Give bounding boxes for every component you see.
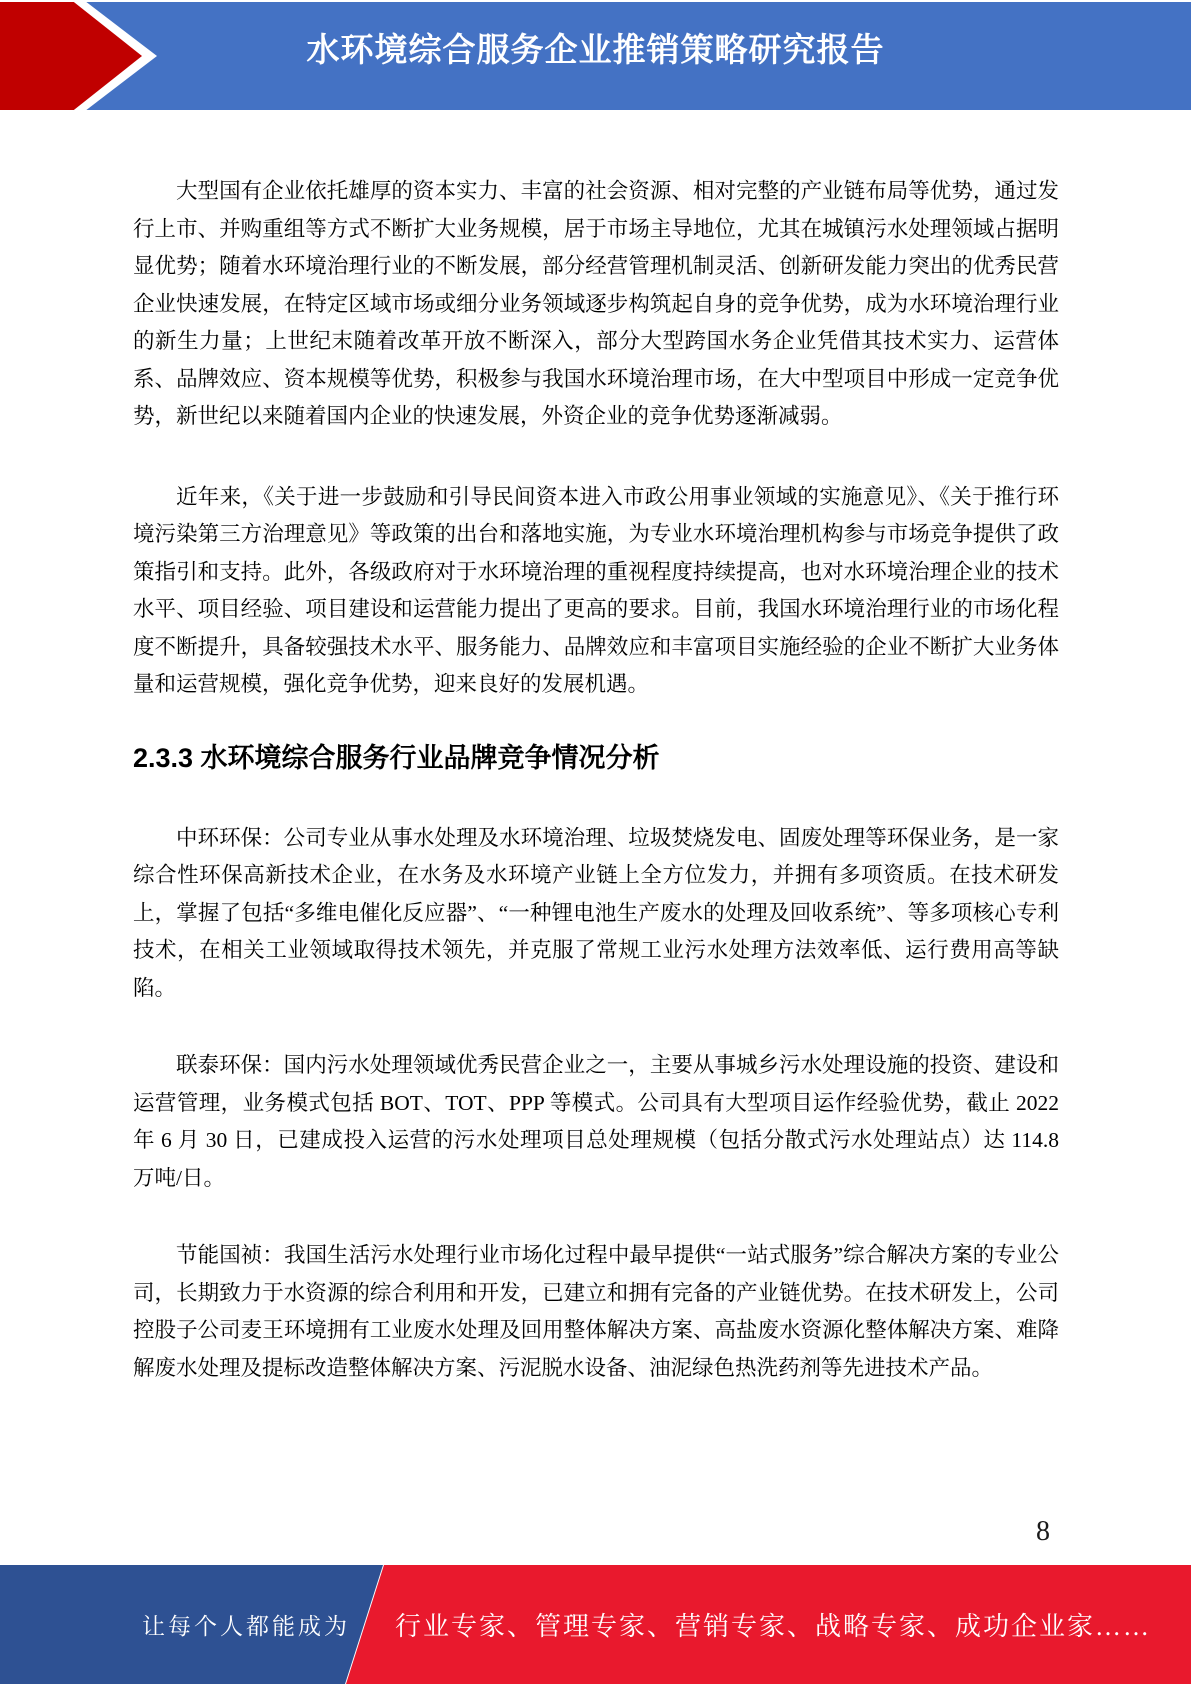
report-title: 水环境综合服务企业推销策略研究报告 xyxy=(306,30,885,68)
page-footer xyxy=(0,1565,1191,1684)
brand-paragraph-zhonghuan: 中环环保：公司专业从事水处理及水环境治理、垃圾焚烧发电、固废处理等环保业务，是一家综合性环保高新技术企业，在水务及水环境产业链上全方位发力，并拥有多项资质。在技术研发上，掌握了包括“多维电催化反应器”、“一种锂电池生产废水的处理及回收系统”、等多项核心专利技术，在相关工业领域取得技术领先，并克服了常规工业污水处理方法效率低、运行费用高等缺陷。 xyxy=(133,825,1059,1000)
brand-paragraph-jieneng: 节能国祯：我国生活污水处理行业市场化过程中最早提供“一站式服务”综合解决方案的专业公司，长期致力于水资源的综合利用和开发，已建立和拥有完备的产业链优势。在技术研发上，公司控股子公司麦王环境拥有工业废水处理及回用整体解决方案、高盐废水资源化整体解决方案、难降解废水处理及提标改造整体解决方案、污泥脱水设备、油泥绿色热洗药剂等先进技术产品。 xyxy=(133,1243,1059,1380)
section-heading: 2.3.3 水环境综合服务行业品牌竞争情况分析 xyxy=(133,742,660,773)
footer-slogan-left: 让每个人都能成为 xyxy=(142,1614,350,1639)
page-body xyxy=(133,0,1059,1387)
footer-slogan-right: 行业专家、管理专家、营销专家、战略专家、成功企业家…… xyxy=(395,1612,1152,1641)
intro-paragraph-policy: 近年来，《关于进一步鼓励和引导民间资本进入市政公用事业领域的实施意见》、《关于推行环境污染第三方治理意见》等政策的出台和落地实施，为专业水环境治理机构参与市场竞争提供了政策指引和支持。此外，各级政府对于水环境治理的重视程度持续提高，也对水环境治理企业的技术水平、项目经验、项目建设和运营能力提出了更高的要求。目前，我国水环境治理行业的市场化程度不断提升，具备较强技术水平、服务能力、品牌效应和丰富项目实施经验的企业不断扩大业务体量和运营规模，强化竞争优势，迎来良好的发展机遇。 xyxy=(133,484,1059,696)
brand-paragraph-liantai: 联泰环保：国内污水处理领域优秀民营企业之一，主要从事城乡污水处理设施的投资、建设和运营管理，业务模式包括 BOT、TOT、PPP 等模式。公司具有大型项目运作经验优势，截止 2022 年 6 月 30 日，已建成投入运营的污水处理项目总处理规模（包括分散式污水处理站点）达 114.8 万吨/日。 xyxy=(133,1053,1059,1190)
intro-paragraph-competition: 大型国有企业依托雄厚的资本实力、丰富的社会资源、相对完整的产业链布局等优势，通过发行上市、并购重组等方式不断扩大业务规模，居于市场主导地位，尤其在城镇污水处理领域占据明显优势；随着水环境治理行业的不断发展，部分经营管理机制灵活、创新研发能力突出的优秀民营企业快速发展，在特定区域市场或细分业务领域逐步构筑起自身的竞争优势，成为水环境治理行业的新生力量；上世纪末随着改革开放不断深入，部分大型跨国水务企业凭借其技术实力、运营体系、品牌效应、资本规模等优势，积极参与我国水环境治理市场，在大中型项目中形成一定竞争优势，新世纪以来随着国内企业的快速发展，外资企业的竞争优势逐渐减弱。 xyxy=(133,179,1059,428)
page-number: 8 xyxy=(1036,1516,1050,1547)
